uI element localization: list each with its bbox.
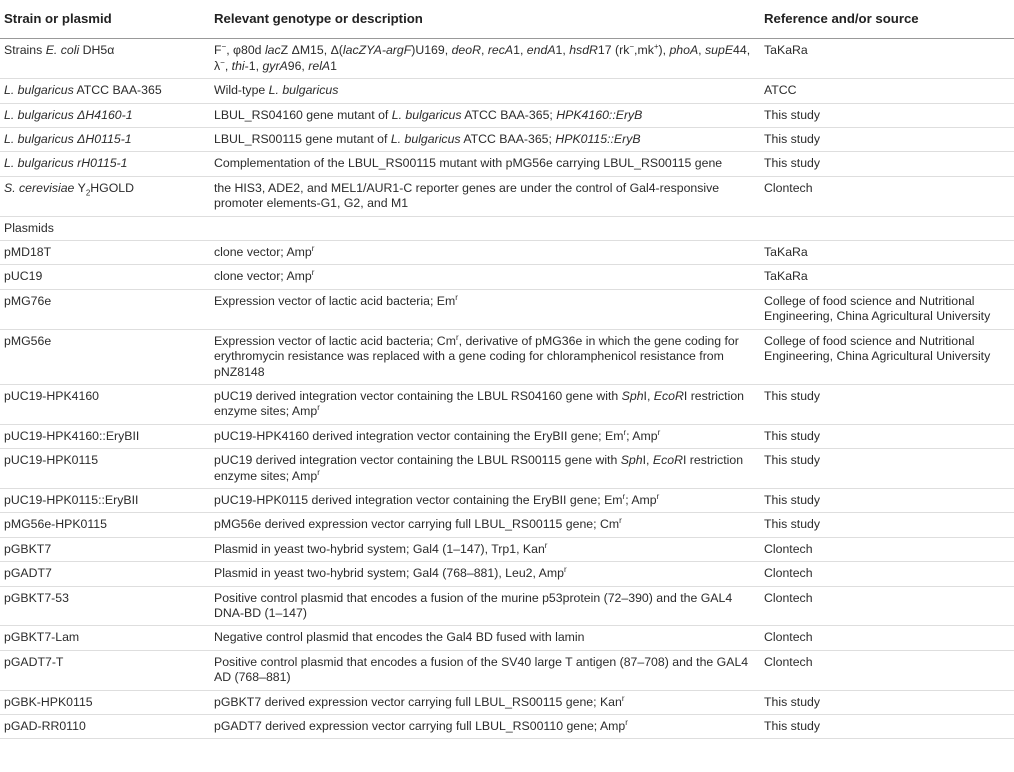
strain-name-cell	[0, 265, 210, 289]
strain-name-cell	[0, 626, 210, 650]
text-segment: lacZYA-argF	[342, 43, 412, 58]
text-segment: )U169,	[411, 43, 452, 58]
table-row	[0, 586, 1014, 626]
text-segment: This study	[764, 156, 821, 171]
text-segment: Positive control plasmid that encodes a fusion of the murine p53protein (72–390) and the GAL4 DNA-BD (1–147)	[214, 590, 733, 620]
text-segment: recA	[487, 43, 514, 58]
text-segment: Clontech	[764, 541, 813, 556]
text-segment: pGBK-HPK0115	[4, 694, 93, 709]
text-segment: S. cerevisiae	[4, 180, 75, 195]
text-segment: Expression vector of lactic acid bacteria; Em	[214, 293, 456, 308]
description-cell	[210, 715, 760, 739]
strain-name-cell	[0, 715, 210, 739]
text-segment: College of food science and Nutritional Engineering, China Agricultural University	[764, 293, 991, 324]
text-segment: ,	[698, 43, 706, 58]
source-cell	[760, 103, 1014, 127]
text-segment: pMG56e	[4, 333, 52, 348]
text-segment: ),	[658, 43, 670, 58]
text-segment: 17 (rk	[597, 43, 630, 58]
text-segment: LBUL_RS00115 gene mutant of	[214, 132, 391, 147]
source-cell	[760, 513, 1014, 537]
text-segment: pUC19 derived integration vector containing the LBUL RS00115 gene with	[214, 453, 621, 468]
text-segment: ATCC BAA-365;	[461, 107, 557, 122]
table-row	[0, 329, 1014, 384]
header-reference-source: Reference and/or source	[760, 0, 1014, 39]
text-segment: +	[653, 42, 659, 52]
strain-name-cell	[0, 216, 210, 240]
text-segment: , derivative of pMG36e in which the gene coding for erythromycin resistance was replaced with a gene coding for chloramphenicol resistance from pNZ8148	[214, 333, 739, 379]
text-segment: This study	[764, 132, 821, 147]
description-cell	[210, 128, 760, 152]
header-genotype-description: Relevant genotype or description	[210, 0, 760, 39]
description-cell	[210, 384, 760, 424]
text-segment: L. bulgaricus ΔH4160-1	[4, 107, 133, 122]
text-segment: HPK4160::EryB	[556, 107, 643, 122]
text-segment: r	[619, 516, 622, 526]
text-segment: r	[621, 693, 625, 703]
source-cell	[760, 176, 1014, 216]
text-segment: This study	[764, 517, 821, 532]
table-row	[0, 488, 1014, 512]
text-segment: This study	[764, 428, 821, 443]
text-segment: L. bulgaricus ΔH0115-1	[4, 132, 132, 147]
text-segment: pUC19-HPK0115 derived integration vector containing the EryBII gene; Em	[214, 492, 623, 507]
text-segment: ,	[480, 43, 488, 58]
strain-name-cell	[0, 39, 210, 79]
table-row	[0, 626, 1014, 650]
header-row	[0, 0, 1014, 39]
description-cell	[210, 79, 760, 103]
text-segment: This study	[764, 107, 821, 122]
source-cell	[760, 449, 1014, 489]
text-segment: r	[623, 427, 627, 437]
text-segment: DH5α	[79, 43, 115, 58]
text-segment: ,mk	[634, 43, 654, 58]
strain-name-cell	[0, 513, 210, 537]
text-segment: ATCC	[764, 83, 797, 98]
text-segment: Plasmid in yeast two-hybrid system; Gal4 (768–881), Leu2, Amp	[214, 566, 564, 581]
text-segment: relA	[308, 58, 331, 73]
text-segment: 1,	[555, 43, 570, 58]
source-cell	[760, 650, 1014, 690]
text-segment: pGADT7	[4, 566, 52, 581]
text-segment: F	[214, 43, 222, 58]
text-segment: Strains	[4, 43, 46, 58]
strain-name-cell	[0, 449, 210, 489]
text-segment: lac	[264, 43, 281, 58]
text-segment: pUC19-HPK4160 derived integration vector containing the EryBII gene; Em	[214, 428, 624, 443]
text-segment: r	[656, 491, 660, 501]
strain-name-cell	[0, 586, 210, 626]
table-row	[0, 537, 1014, 561]
source-cell	[760, 562, 1014, 586]
text-segment: gyrA	[262, 58, 288, 73]
strain-name-cell	[0, 488, 210, 512]
table-header	[0, 0, 1014, 39]
description-cell	[210, 176, 760, 216]
text-segment: Sph	[620, 453, 643, 468]
source-cell	[760, 690, 1014, 714]
strain-name-cell	[0, 690, 210, 714]
description-cell	[210, 650, 760, 690]
text-segment: ,	[224, 58, 232, 73]
strain-name-cell	[0, 176, 210, 216]
text-segment: Sph	[621, 388, 644, 403]
text-segment: Clontech	[764, 590, 813, 605]
description-cell	[210, 39, 760, 79]
strain-name-cell	[0, 152, 210, 176]
text-segment: TaKaRa	[764, 245, 808, 260]
text-segment: College of food science and Nutritional Engineering, China Agricultural University	[764, 333, 991, 364]
text-segment: Clontech	[764, 566, 813, 581]
text-segment: Wild-type	[214, 83, 269, 98]
text-segment: I restriction enzyme sites; Amp	[214, 388, 745, 419]
table-body	[0, 39, 1014, 739]
text-segment: pGBKT7-Lam	[4, 630, 80, 645]
table-row	[0, 513, 1014, 537]
text-segment: Plasmids	[4, 220, 54, 235]
text-segment: phoA	[669, 43, 699, 58]
table-row	[0, 265, 1014, 289]
text-segment: Clontech	[764, 180, 813, 195]
text-segment: Clontech	[764, 630, 813, 645]
text-segment: This study	[764, 694, 821, 709]
text-segment: pGBKT7-53	[4, 590, 69, 605]
text-segment: pUC19-HPK4160::EryBII	[4, 428, 140, 443]
text-segment: , φ80d	[226, 43, 265, 58]
text-segment: pMG76e	[4, 293, 52, 308]
text-segment: L. bulgaricus	[4, 83, 74, 98]
header-strain-or-plasmid: Strain or plasmid	[0, 0, 210, 39]
text-segment: Clontech	[764, 654, 813, 669]
text-segment: This study	[764, 453, 821, 468]
text-segment: LBUL_RS04160 gene mutant of	[214, 107, 392, 122]
text-segment: Y	[74, 180, 86, 195]
text-segment: 2	[85, 188, 91, 198]
text-segment: I restriction enzyme sites; Amp	[214, 453, 744, 483]
table-row	[0, 241, 1014, 265]
text-segment: pUC19 derived integration vector containing the LBUL RS04160 gene with	[214, 388, 622, 403]
description-cell	[210, 626, 760, 650]
text-segment: pGADT7-T	[4, 654, 64, 669]
strain-name-cell	[0, 384, 210, 424]
source-cell	[760, 715, 1014, 739]
table-row	[0, 449, 1014, 489]
strain-name-cell	[0, 241, 210, 265]
source-cell	[760, 241, 1014, 265]
text-segment: 1	[330, 58, 337, 73]
description-cell	[210, 152, 760, 176]
text-segment: Negative control plasmid that encodes the Gal4 BD fused with lamin	[214, 630, 585, 645]
text-segment: r	[311, 243, 315, 253]
strain-name-cell	[0, 650, 210, 690]
text-segment: I,	[642, 453, 653, 468]
text-segment: pUC19-HPK0115	[4, 453, 99, 468]
source-cell	[760, 488, 1014, 512]
text-segment: L. bulgaricus rH0115-1	[4, 156, 128, 171]
table-row	[0, 562, 1014, 586]
text-segment: r	[311, 268, 315, 278]
text-segment: −	[221, 42, 227, 52]
source-cell	[760, 79, 1014, 103]
text-segment: L. bulgaricus	[268, 83, 339, 98]
text-segment: HPK0115::EryB	[555, 132, 641, 147]
strain-name-cell	[0, 79, 210, 103]
text-segment: ATCC BAA-365	[73, 83, 162, 98]
text-segment: pUC19	[4, 269, 43, 284]
text-segment: L. bulgaricus	[390, 132, 461, 147]
text-segment: Expression vector of lactic acid bacteria; Cm	[214, 333, 456, 348]
text-segment: EcoR	[652, 453, 683, 468]
table-row	[0, 289, 1014, 329]
source-cell	[760, 265, 1014, 289]
source-cell	[760, 39, 1014, 79]
text-segment: 1,	[513, 43, 527, 58]
text-segment: E. coli	[45, 43, 80, 58]
source-cell	[760, 586, 1014, 626]
text-segment: r	[317, 403, 320, 413]
text-segment: pUC19-HPK0115::EryBII	[4, 492, 139, 507]
strain-name-cell	[0, 103, 210, 127]
description-cell	[210, 241, 760, 265]
text-segment: L. bulgaricus	[391, 107, 462, 122]
text-segment: r	[622, 491, 626, 501]
source-cell	[760, 152, 1014, 176]
source-cell	[760, 424, 1014, 448]
strain-name-cell	[0, 128, 210, 152]
text-segment: the HIS3, ADE2, and MEL1/AUR1-C reporter genes are under the control of Gal4-responsive promoter elements-G1, G2, and M1	[214, 180, 720, 211]
text-segment: r	[455, 332, 459, 342]
description-cell	[210, 562, 760, 586]
text-segment: -1,	[244, 58, 263, 73]
text-segment: r	[625, 717, 628, 727]
source-cell	[760, 537, 1014, 561]
text-segment: Z ΔM15, Δ(	[280, 43, 343, 58]
description-cell	[210, 690, 760, 714]
description-cell	[210, 329, 760, 384]
source-cell	[760, 289, 1014, 329]
text-segment: pMD18T	[4, 245, 52, 260]
strain-name-cell	[0, 562, 210, 586]
text-segment: pGBKT7	[4, 541, 52, 556]
description-cell	[210, 265, 760, 289]
table-row	[0, 690, 1014, 714]
table-row	[0, 39, 1014, 79]
text-segment: −	[629, 42, 635, 52]
source-cell	[760, 626, 1014, 650]
text-segment: pGAD-RR0110	[4, 719, 86, 733]
description-cell	[210, 424, 760, 448]
text-segment: HGOLD	[90, 180, 134, 195]
text-segment: endA	[526, 43, 556, 58]
description-cell	[210, 537, 760, 561]
text-segment: r	[455, 292, 458, 302]
table-row	[0, 216, 1014, 240]
text-segment: thi	[231, 58, 245, 73]
text-segment: clone vector; Amp	[214, 269, 312, 284]
strain-name-cell	[0, 329, 210, 384]
text-segment: pGADT7 derived expression vector carrying full LBUL_RS00110 gene; Amp	[214, 719, 626, 733]
text-segment: clone vector; Amp	[214, 245, 312, 260]
table-row	[0, 176, 1014, 216]
text-segment: EcoR	[653, 388, 684, 403]
text-segment: r	[544, 540, 548, 550]
table-row	[0, 152, 1014, 176]
text-segment: I,	[643, 388, 654, 403]
table-row	[0, 424, 1014, 448]
source-cell	[760, 384, 1014, 424]
text-segment: deoR	[451, 43, 481, 58]
text-segment: 96,	[287, 58, 309, 73]
description-cell	[210, 216, 760, 240]
strain-name-cell	[0, 424, 210, 448]
text-segment: This study	[764, 388, 821, 403]
text-segment: −	[220, 57, 225, 67]
description-cell	[210, 513, 760, 537]
text-segment: Complementation of the LBUL_RS00115 mutant with pMG56e carrying LBUL_RS00115 gene	[214, 156, 723, 171]
source-cell	[760, 329, 1014, 384]
text-segment: r	[317, 467, 320, 477]
text-segment: pUC19-HPK4160	[4, 388, 100, 403]
source-cell	[760, 216, 1014, 240]
description-cell	[210, 586, 760, 626]
text-segment: pMG56e-HPK0115	[4, 517, 107, 532]
text-segment: pMG56e derived expression vector carrying full LBUL_RS00115 gene; Cm	[214, 517, 620, 532]
strain-name-cell	[0, 537, 210, 561]
text-segment: supE	[705, 43, 734, 58]
source-cell	[760, 128, 1014, 152]
description-cell	[210, 449, 760, 489]
description-cell	[210, 488, 760, 512]
text-segment: 44, λ	[214, 43, 751, 73]
text-segment: hsdR	[569, 43, 598, 58]
strain-name-cell	[0, 289, 210, 329]
description-cell	[210, 103, 760, 127]
text-segment: TaKaRa	[764, 269, 808, 284]
table-row	[0, 128, 1014, 152]
text-segment: ; Amp	[625, 492, 657, 507]
table-row	[0, 715, 1014, 739]
table-row	[0, 650, 1014, 690]
description-cell	[210, 289, 760, 329]
table-row	[0, 79, 1014, 103]
text-segment: ATCC BAA-365;	[460, 132, 556, 147]
text-segment: Plasmid in yeast two-hybrid system; Gal4 (1–147), Trp1, Kan	[214, 541, 545, 556]
text-segment: r	[563, 565, 567, 575]
text-segment: pGBKT7 derived expression vector carrying full LBUL_RS00115 gene; Kan	[214, 694, 622, 709]
text-segment: This study	[764, 492, 821, 507]
text-segment: This study	[764, 719, 821, 733]
table-row	[0, 384, 1014, 424]
text-segment: r	[657, 427, 661, 437]
text-segment: ; Amp	[626, 428, 658, 443]
text-segment: TaKaRa	[764, 43, 808, 58]
text-segment: Positive control plasmid that encodes a fusion of the SV40 large T antigen (87–708) and the GAL4 AD (768–881)	[214, 654, 749, 685]
table-row	[0, 103, 1014, 127]
